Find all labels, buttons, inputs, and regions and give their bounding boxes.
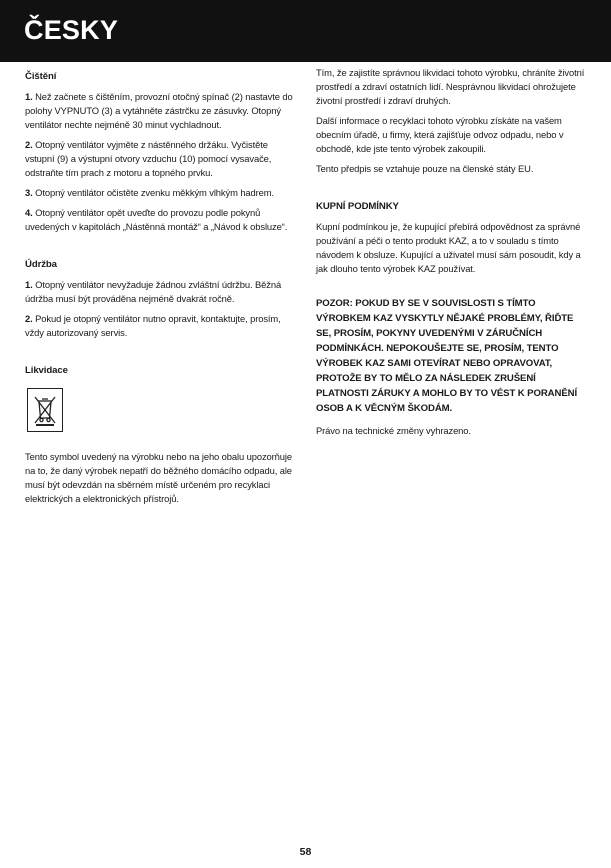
page-number: 58 [299, 846, 312, 858]
step-number: 3. [25, 187, 33, 198]
disposal-paragraph-1: Tím, že zajistíte správnou likvidaci tohoto výrobku, chráníte životní prostředí a zdraví ostatních lidí. Nesprávnou likvidací ohrožujete životní prostředí i zdraví druhých. [316, 67, 585, 106]
step-number: 1. [25, 91, 33, 102]
step-number: 2. [25, 313, 33, 324]
maintenance-heading: Údržba [25, 259, 57, 270]
purchase-heading: KUPNÍ PODMÍNKY [316, 201, 399, 212]
disposal-paragraph-2: Další informace o recyklaci tohoto výrobku získáte na vašem obecním úřadě, u firmy, která zajišťuje odvoz odpadu, nebo v obchodě, kde jste tento výrobek zakoupili. [316, 115, 564, 154]
step-number: 4. [25, 207, 33, 218]
maintenance-step [25, 278, 295, 306]
left-column [25, 70, 295, 512]
step-text: Než začnete s čištěním, provozní otočný spínač (2) nastavte do polohy VYPNUTO (3) a vytáhněte zástrčku ze zásuvky. Otopný ventilátor nechte nejméně 30 minut vychladnout. [25, 91, 293, 130]
page-header [0, 0, 611, 62]
disposal-text: Tento symbol uvedený na výrobku nebo na jeho obalu upozorňuje na to, že daný výrobek nepatří do běžného domácího odpadu, ale musí být odevzdán na sběrném místě určeném pro recyklaci elektrických a elektronických přístrojů. [25, 451, 293, 504]
cleaning-step [25, 186, 295, 200]
step-text: Otopný ventilátor opět uveďte do provozu podle pokynů uvedených v kapitolách „Nástěnná montáž“ a „Návod k obsluze“. [25, 207, 288, 232]
maintenance-step [25, 312, 295, 340]
cleaning-heading: Čištění [25, 71, 57, 82]
disposal-heading: Likvidace [25, 365, 68, 376]
step-text: Pokud je otopný ventilátor nutno opravit, kontaktujte, prosím, vždy autorizovaný servis. [25, 313, 281, 338]
cleaning-step [25, 206, 295, 234]
disposal-paragraph-3: Tento předpis se vztahuje pouze na členské státy EU. [316, 163, 534, 174]
crossed-out-wheelie-bin-icon [27, 388, 63, 432]
cleaning-step [25, 90, 295, 132]
step-number: 2. [25, 139, 33, 150]
rights-reserved: Právo na technické změny vyhrazeno. [316, 425, 471, 436]
right-column [316, 66, 588, 444]
cleaning-step [25, 138, 295, 180]
step-text: Otopný ventilátor vyjměte z nástěnného držáku. Vyčistěte vstupní (9) a výstupní otvory vzduchu (10) pomocí vysavače, odstraňte tím prach z motoru a topného prvku. [25, 139, 272, 178]
step-number: 1. [25, 279, 33, 290]
language-title: ČESKY [24, 15, 119, 45]
warning-text: POZOR: POKUD BY SE V SOUVISLOSTI S TÍMTO VÝROBKEM KAZ VYSKYTLY NĚJAKÉ PROBLÉMY, ŘIĎTE SE, PROSÍM, POKYNY UVEDENÝMI V ZÁRUČNÍCH PODMÍNKÁCH. NEPOKOUŠEJTE SE, PROSÍM, TENTO VÝROBEK KAZ SAMI OTEVÍRAT NEBO OPRAVOVAT, PROTOŽE BY TO MĚLO ZA NÁSLEDEK ZRUŠENÍ PLATNOSTI ZÁRUKY A MOHLO BY TO VÉST K PORANĚNÍ OSOB A K VĚCNÝM ŠKODÁM. [316, 298, 578, 414]
step-text: Otopný ventilátor očistěte zvenku měkkým vlhkým hadrem. [35, 187, 275, 198]
step-text: Otopný ventilátor nevyžaduje žádnou zvláštní údržbu. Běžná údržba musí být prováděna nejméně dvakrát ročně. [25, 279, 282, 304]
purchase-text: Kupní podmínkou je, že kupující přebírá odpovědnost za správné používání a péči o tento produkt KAZ, a to v souladu s tímto návodem k obsluze. Kupující a uživatel musí sám posoudit, kdy a jak dlouho tento výrobek KAZ používat. [316, 221, 581, 274]
